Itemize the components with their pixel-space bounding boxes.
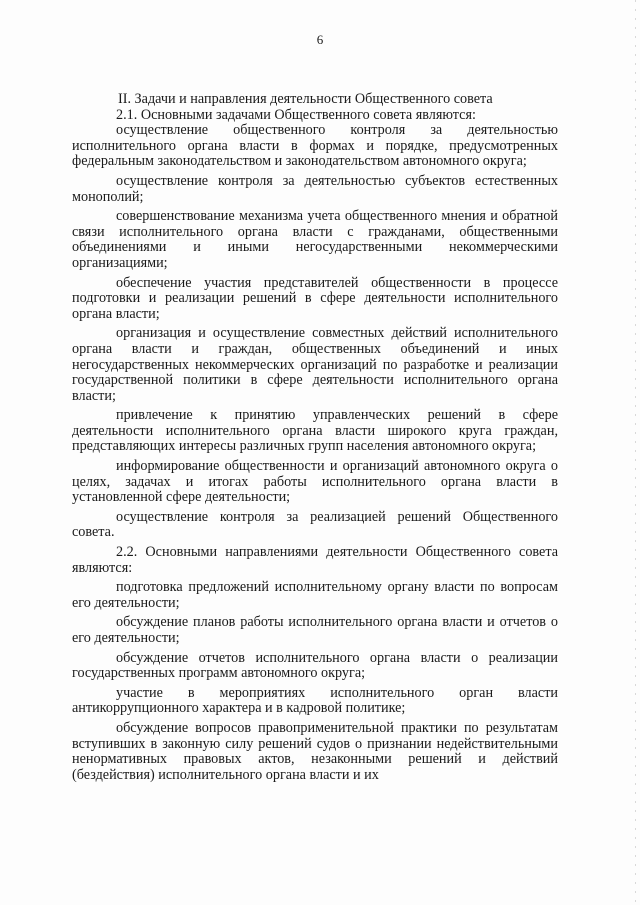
paragraph-direction-anticorruption: участие в мероприятиях исполнительного орган власти антикоррупционного характера и в кадровой политике; bbox=[72, 684, 558, 717]
paragraph-task-informing: информирование общественности и организаций автономного округа о целях, задачах и итогах работы исполнительного органа власти в установленной сфере деятельности; bbox=[72, 458, 558, 506]
paragraph-2-2-intro: 2.2. Основными направлениями деятельности Общественного совета являются: bbox=[72, 544, 558, 576]
page-body bbox=[72, 92, 558, 787]
paragraph-task-decision-control: осуществление контроля за реализацией решений Общественного совета. bbox=[72, 508, 558, 541]
paragraph-task-monopolies: осуществление контроля за деятельностью субъектов естественных монополий; bbox=[72, 172, 558, 205]
section-heading: II. Задачи и направления деятельности Общественного совета bbox=[118, 91, 493, 107]
paragraph-2-1-intro: 2.1. Основными задачами Общественного совета являются: bbox=[116, 106, 476, 123]
scan-edge-line bbox=[635, 0, 636, 905]
page-number: 6 bbox=[316, 32, 324, 47]
paragraph-direction-law-practice: обсуждение вопросов правоприменительной практики по результатам вступивших в законную силу решений судов о признании недействительными ненормативных правовых актов, незаконными решений и действий (бездействия) исполнительного органа власти и их bbox=[72, 719, 558, 783]
paragraph-direction-proposals: подготовка предложений исполнительному органу власти по вопросам его деятельности; bbox=[72, 579, 558, 611]
paragraph-task-involvement: привлечение к принятию управленческих решений в сфере деятельности исполнительного органа власти широкого круга граждан, представляющих интересы различных групп населения автономного округа; bbox=[72, 407, 558, 455]
paragraph-task-public-control: осуществление общественного контроля за деятельностью исполнительного органа власти в формах и порядке, предусмотренных федеральным законодательством и законодательством автономного округа; bbox=[72, 122, 558, 170]
paragraph-task-public-opinion: совершенствование механизма учета общественного мнения и обратной связи исполнительного органа власти с гражданами, общественными объединениями и иными негосударственными некоммерческими организациями; bbox=[72, 208, 558, 271]
paragraph-direction-program-reports: обсуждение отчетов исполнительного органа власти о реализации государственных программ автономного округа; bbox=[72, 649, 558, 682]
paragraph-task-joint-actions: организация и осуществление совместных действий исполнительного органа власти и граждан, общественных объединений и иных негосударственных некоммерческих организаций по разработке и реализации государственной политики в сфере деятельности исполнительного органа власти; bbox=[72, 325, 558, 404]
paragraph-direction-plans: обсуждение планов работы исполнительного органа власти и отчетов о его деятельности; bbox=[72, 614, 558, 646]
paragraph-task-participation: обеспечение участия представителей общественности в процессе подготовки и реализации решений в сфере деятельности исполнительного органа власти; bbox=[72, 274, 558, 322]
